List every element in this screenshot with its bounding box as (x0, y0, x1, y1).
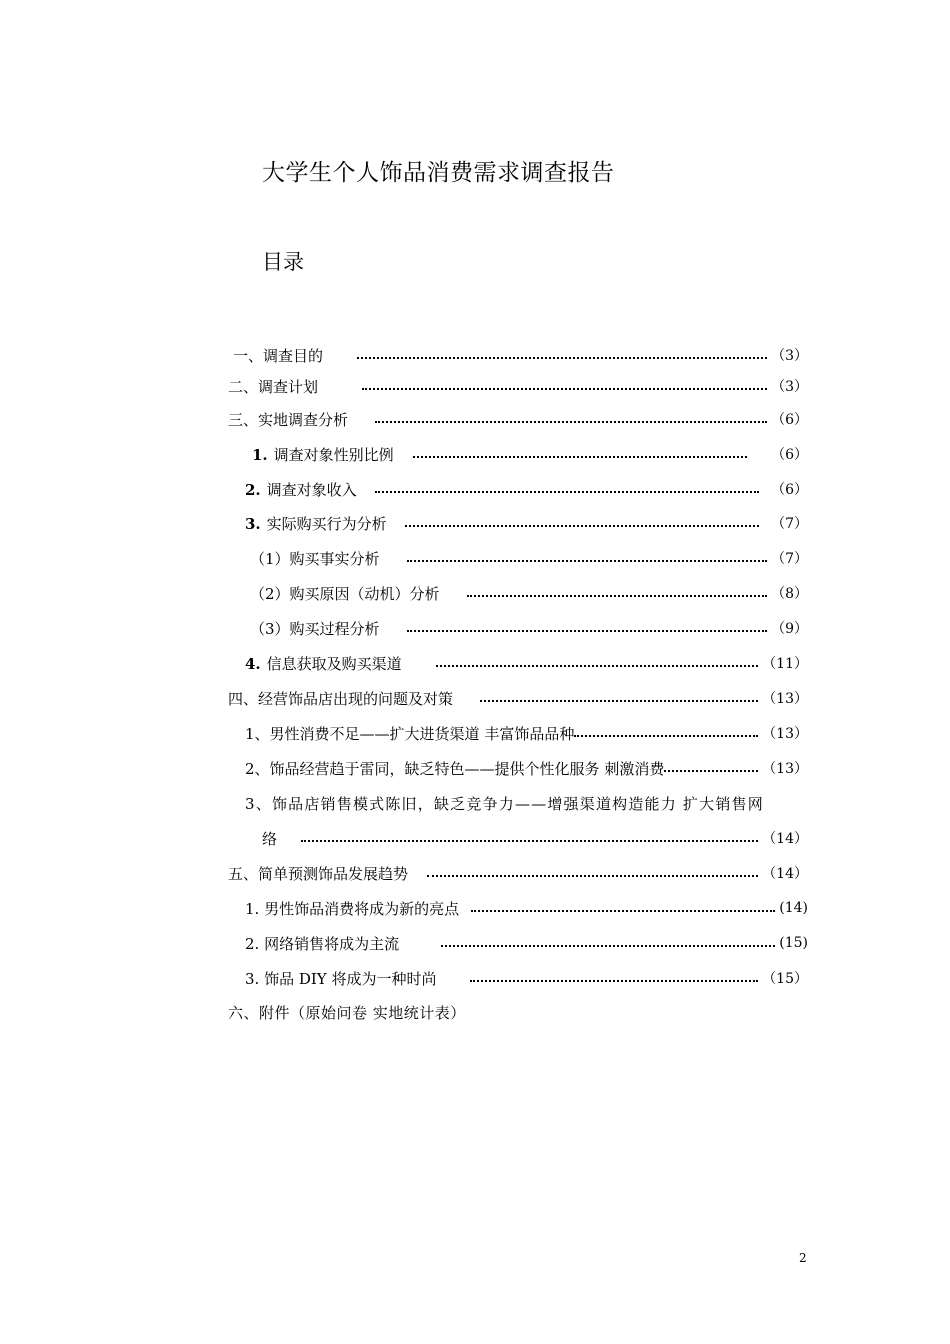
toc-entry (228, 686, 808, 710)
toc-entry (245, 477, 808, 501)
toc-entry-label (245, 479, 357, 500)
dot-leader (664, 768, 758, 772)
toc-entry-label: 2. 网络销售将成为主流 (245, 934, 400, 953)
dot-leader (427, 873, 758, 877)
toc-entry-page: （8） (771, 586, 808, 602)
toc-entry-label: 2、饰品经营趋于雷同，缺乏特色——提供个性化服务 刺激消费 (245, 759, 665, 778)
toc-entry (245, 651, 808, 675)
toc-entry-text: 实际购买行为分析 (266, 514, 387, 533)
dot-leader (467, 593, 768, 597)
toc-entry (245, 756, 808, 780)
toc-entry (233, 343, 808, 367)
toc-entry-label (245, 513, 387, 534)
toc-entry (228, 1000, 466, 1024)
toc-entry-label: （1）购买事实分析 (250, 549, 380, 568)
dot-leader (470, 978, 758, 982)
dot-leader (471, 908, 775, 912)
dot-leader (362, 386, 767, 390)
dot-leader (441, 943, 775, 947)
toc-entry-number: 1. (252, 445, 268, 464)
dot-leader (405, 523, 759, 527)
toc-entry-label: （3）购买过程分析 (250, 619, 380, 638)
toc-entry-number: 2. (245, 480, 261, 499)
toc-entry-label: 3、饰品店销售模式陈旧，缺乏竞争力——增强渠道构造能力 扩大销售网 (245, 794, 764, 813)
toc-entry-label: （2）购买原因（动机）分析 (250, 584, 440, 603)
toc-entry-page: (14) (779, 900, 808, 916)
toc-entry-label-continuation: 络 (262, 829, 278, 848)
toc-entry-page: （7） (771, 551, 808, 567)
toc-entry-label: 六、附件（原始问卷 实地统计表） (228, 1003, 466, 1022)
toc-entry (245, 931, 808, 955)
toc-entry (250, 616, 808, 640)
toc-entry (250, 581, 808, 605)
toc-entry-page: （9） (771, 621, 808, 637)
toc-entry-page: （6） (771, 447, 808, 463)
toc-entry-page: （13） (762, 761, 808, 777)
toc-entry-label: 二、调查计划 (228, 377, 319, 396)
toc-entry-label: 五、简单预测饰品发展趋势 (228, 864, 409, 883)
dot-leader (407, 628, 768, 632)
dot-leader (357, 355, 767, 359)
toc-entry-page: （3） (771, 379, 808, 395)
dot-leader (375, 489, 759, 493)
toc-entry (245, 511, 808, 535)
toc-entry-page: （14） (762, 866, 808, 882)
toc-heading: 目录 (262, 250, 304, 274)
page-number: 2 (799, 1251, 807, 1265)
dot-leader (375, 419, 767, 423)
toc-entry-page: （11） (762, 656, 808, 672)
toc-entry-page: （15） (762, 971, 808, 987)
toc-entry (262, 826, 808, 850)
document-title: 大学生个人饰品消费需求调查报告 (262, 160, 615, 186)
toc-entry-label: 1. 男性饰品消费将成为新的亮点 (245, 899, 460, 918)
toc-entry-number: 4. (245, 654, 261, 673)
toc-entry-label: 四、经营饰品店出现的问题及对策 (228, 689, 454, 708)
toc-entry (228, 861, 808, 885)
toc-entry-page: （13） (762, 691, 808, 707)
toc-entry-text: 信息获取及购买渠道 (266, 654, 402, 673)
dot-leader (407, 558, 768, 562)
toc-entry-page: （7） (771, 516, 808, 532)
toc-entry (245, 966, 808, 990)
toc-entry-label: 1、男性消费不足——扩大进货渠道 丰富饰品品种 (245, 724, 575, 743)
dot-leader (413, 454, 747, 458)
toc-entry-label: 三、实地调查分析 (228, 410, 349, 429)
toc-entry-wrapped-line (245, 791, 764, 815)
dot-leader (480, 698, 758, 702)
toc-entry-page: （3） (771, 348, 808, 364)
toc-entry (252, 442, 808, 466)
toc-entry-page: (15) (779, 935, 808, 951)
toc-entry (228, 374, 808, 398)
toc-entry-label (252, 444, 394, 465)
toc-entry (250, 546, 808, 570)
toc-entry-label: 一、调查目的 (233, 346, 324, 365)
dot-leader (301, 838, 758, 842)
toc-entry-page: （13） (762, 726, 808, 742)
dot-leader (574, 733, 758, 737)
toc-entry-page: （6） (771, 412, 808, 428)
toc-entry (245, 896, 808, 920)
toc-entry-page: （14） (762, 831, 808, 847)
toc-entry-text: 调查对象收入 (266, 480, 357, 499)
toc-entry-label: 3. 饰品 DIY 将成为一种时尚 (245, 969, 437, 988)
toc-entry-text: 调查对象性别比例 (273, 445, 394, 464)
toc-entry (245, 721, 808, 745)
toc-entry-page: （6） (771, 482, 808, 498)
toc-entry (228, 407, 808, 431)
dot-leader (436, 663, 758, 667)
toc-entry-label (245, 653, 402, 674)
toc-entry-number: 3. (245, 514, 261, 533)
